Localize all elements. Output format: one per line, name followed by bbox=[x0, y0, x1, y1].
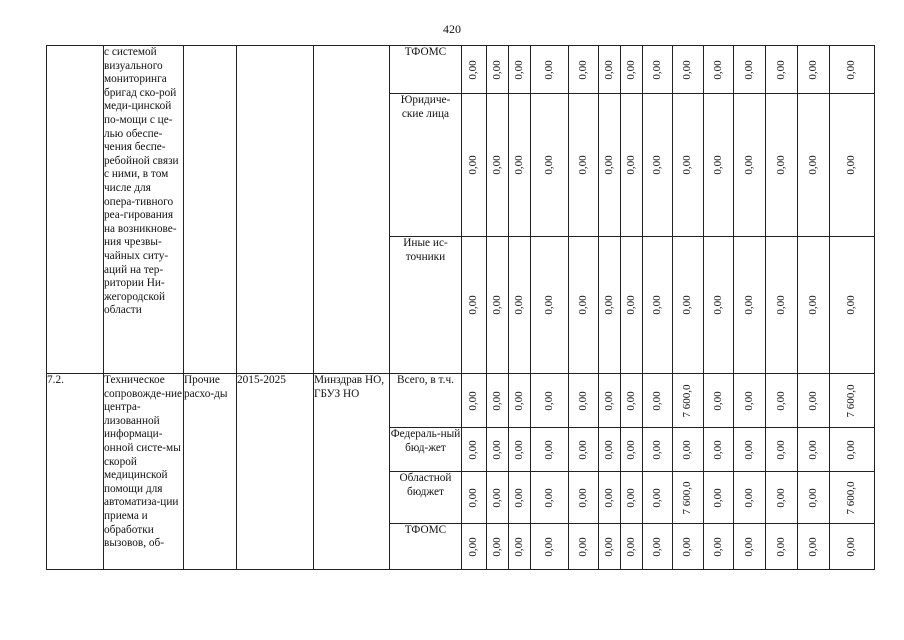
value-cell bbox=[462, 374, 487, 428]
value-text: 0,00 bbox=[490, 59, 503, 80]
value-text: 0,00 bbox=[542, 487, 555, 508]
value-cell bbox=[569, 94, 599, 237]
description-cell: с системой визуального мониторинга бригад ско-рой меди-цинской по-мощи с це-лью обеспе-чения беспе-ребойной связи с ними, в том числе для опера-тивного реа-гирования на возникнове-ния чрезвы-чайных ситу-аций на тер-ритории Ни-жегородской области bbox=[104, 46, 184, 374]
value-text: 0,00 bbox=[806, 536, 819, 557]
source-cell: Областной бюджет bbox=[390, 472, 462, 524]
value-text: 0,00 bbox=[490, 439, 503, 460]
value-cell bbox=[509, 524, 531, 570]
value-cell bbox=[531, 428, 569, 472]
page-number: 420 bbox=[443, 22, 461, 36]
value-text: 0,00 bbox=[742, 295, 755, 315]
value-cell bbox=[462, 237, 487, 374]
value-text: 0,00 bbox=[624, 439, 637, 460]
value-cell bbox=[621, 237, 643, 374]
value-cell bbox=[569, 524, 599, 570]
value-cell bbox=[734, 428, 766, 472]
value-text: 0,00 bbox=[742, 439, 755, 460]
value-cell bbox=[599, 428, 621, 472]
value-text: 0,00 bbox=[490, 295, 503, 315]
value-cell bbox=[462, 524, 487, 570]
value-text: 0,00 bbox=[806, 390, 819, 411]
value-text: 0,00 bbox=[806, 439, 819, 460]
value-text: 0,00 bbox=[542, 155, 555, 175]
value-cell bbox=[509, 94, 531, 237]
value-cell bbox=[643, 374, 673, 428]
value-text: 0,00 bbox=[467, 295, 480, 315]
value-cell bbox=[487, 524, 509, 570]
value-text: 0,00 bbox=[681, 295, 694, 315]
value-cell bbox=[673, 46, 704, 94]
value-cell bbox=[734, 237, 766, 374]
value-cell bbox=[830, 237, 875, 374]
value-text: 0,00 bbox=[467, 487, 480, 508]
value-text: 0,00 bbox=[650, 59, 663, 80]
value-cell bbox=[830, 472, 875, 524]
value-text: 0,00 bbox=[681, 439, 694, 460]
value-text: 0,00 bbox=[542, 536, 555, 557]
value-text: 0,00 bbox=[512, 155, 525, 175]
value-cell bbox=[621, 524, 643, 570]
value-cell bbox=[487, 374, 509, 428]
value-text: 0,00 bbox=[806, 59, 819, 80]
value-text: 0,00 bbox=[774, 390, 787, 411]
value-cell bbox=[798, 94, 830, 237]
value-text: 0,00 bbox=[774, 59, 787, 80]
value-text: 0,00 bbox=[542, 390, 555, 411]
value-text: 0,00 bbox=[602, 59, 615, 80]
value-cell bbox=[643, 46, 673, 94]
value-text: 0,00 bbox=[490, 155, 503, 175]
number-cell: 7.2. bbox=[47, 374, 104, 570]
value-text: 0,00 bbox=[774, 439, 787, 460]
value-cell bbox=[599, 94, 621, 237]
value-cell bbox=[531, 94, 569, 237]
value-text: 0,00 bbox=[467, 390, 480, 411]
value-cell bbox=[509, 428, 531, 472]
value-cell bbox=[487, 428, 509, 472]
value-text: 0,00 bbox=[774, 536, 787, 557]
value-cell bbox=[830, 524, 875, 570]
value-cell bbox=[734, 524, 766, 570]
value-text: 0,00 bbox=[624, 59, 637, 80]
value-cell bbox=[798, 46, 830, 94]
value-text: 0,00 bbox=[711, 155, 724, 175]
table-row bbox=[47, 374, 875, 428]
value-text: 0,00 bbox=[512, 439, 525, 460]
value-text: 0,00 bbox=[681, 155, 694, 175]
value-cell bbox=[734, 94, 766, 237]
value-text: 0,00 bbox=[576, 487, 589, 508]
value-text: 0,00 bbox=[576, 439, 589, 460]
value-text: 0,00 bbox=[542, 59, 555, 80]
value-cell bbox=[569, 472, 599, 524]
value-text: 7 600,0 bbox=[681, 481, 694, 514]
value-text: 0,00 bbox=[806, 487, 819, 508]
value-text: 0,00 bbox=[845, 295, 858, 315]
value-cell bbox=[766, 524, 798, 570]
period-cell bbox=[237, 46, 314, 374]
value-text: 0,00 bbox=[845, 155, 858, 175]
value-text: 0,00 bbox=[467, 155, 480, 175]
value-text: 0,00 bbox=[650, 155, 663, 175]
value-cell bbox=[734, 472, 766, 524]
value-cell bbox=[766, 46, 798, 94]
value-text: 0,00 bbox=[711, 295, 724, 315]
value-cell bbox=[704, 472, 734, 524]
value-text: 0,00 bbox=[576, 59, 589, 80]
value-text: 7 600,0 bbox=[845, 481, 858, 514]
value-cell bbox=[704, 374, 734, 428]
value-text: 0,00 bbox=[806, 155, 819, 175]
value-text: 7 600,0 bbox=[845, 384, 858, 417]
value-cell bbox=[643, 428, 673, 472]
value-text: 0,00 bbox=[512, 536, 525, 557]
value-text: 0,00 bbox=[542, 295, 555, 315]
value-text: 0,00 bbox=[742, 536, 755, 557]
value-cell bbox=[704, 46, 734, 94]
value-cell bbox=[569, 46, 599, 94]
value-text: 7 600,0 bbox=[681, 384, 694, 417]
value-cell bbox=[599, 374, 621, 428]
value-text: 0,00 bbox=[742, 390, 755, 411]
value-text: 0,00 bbox=[681, 59, 694, 80]
value-cell bbox=[643, 524, 673, 570]
value-text: 0,00 bbox=[467, 59, 480, 80]
description-cell: Техническое сопровожде-ние центра-лизованной информаци-онной систе-мы скорой медицинской помощи для автоматиза-ции приема и обработки вызовов, об- bbox=[104, 374, 184, 570]
value-text: 0,00 bbox=[806, 295, 819, 315]
value-text: 0,00 bbox=[467, 536, 480, 557]
value-cell bbox=[462, 94, 487, 237]
value-text: 0,00 bbox=[681, 536, 694, 557]
value-cell bbox=[509, 237, 531, 374]
value-text: 0,00 bbox=[602, 295, 615, 315]
source-cell: Всего, в т.ч. bbox=[390, 374, 462, 428]
source-cell: Федераль-ный бюд-жет bbox=[390, 428, 462, 472]
value-cell bbox=[766, 472, 798, 524]
budget-table bbox=[46, 45, 875, 570]
value-text: 0,00 bbox=[845, 59, 858, 80]
value-cell bbox=[487, 237, 509, 374]
value-cell bbox=[704, 94, 734, 237]
value-text: 0,00 bbox=[742, 59, 755, 80]
value-cell bbox=[766, 94, 798, 237]
value-text: 0,00 bbox=[711, 439, 724, 460]
value-text: 0,00 bbox=[624, 155, 637, 175]
expense-type-cell bbox=[184, 46, 237, 374]
value-text: 0,00 bbox=[711, 390, 724, 411]
value-text: 0,00 bbox=[576, 295, 589, 315]
value-cell bbox=[673, 472, 704, 524]
value-cell bbox=[798, 374, 830, 428]
value-cell bbox=[798, 237, 830, 374]
value-cell bbox=[673, 428, 704, 472]
value-cell bbox=[599, 46, 621, 94]
source-cell: ТФОМС bbox=[390, 46, 462, 94]
value-text: 0,00 bbox=[542, 439, 555, 460]
value-text: 0,00 bbox=[490, 390, 503, 411]
value-text: 0,00 bbox=[576, 155, 589, 175]
value-cell bbox=[569, 237, 599, 374]
value-text: 0,00 bbox=[650, 439, 663, 460]
value-text: 0,00 bbox=[490, 487, 503, 508]
value-cell bbox=[798, 472, 830, 524]
value-cell bbox=[531, 472, 569, 524]
value-cell bbox=[621, 374, 643, 428]
value-text: 0,00 bbox=[774, 487, 787, 508]
value-cell bbox=[830, 94, 875, 237]
value-cell bbox=[621, 46, 643, 94]
value-cell bbox=[509, 374, 531, 428]
value-cell bbox=[621, 94, 643, 237]
value-cell bbox=[531, 46, 569, 94]
value-cell bbox=[798, 524, 830, 570]
number-cell bbox=[47, 46, 104, 374]
value-text: 0,00 bbox=[624, 295, 637, 315]
value-cell bbox=[830, 46, 875, 94]
value-cell bbox=[531, 237, 569, 374]
value-cell bbox=[704, 237, 734, 374]
value-cell bbox=[487, 472, 509, 524]
value-cell bbox=[766, 237, 798, 374]
source-cell: ТФОМС bbox=[390, 524, 462, 570]
value-text: 0,00 bbox=[742, 487, 755, 508]
value-cell bbox=[531, 524, 569, 570]
value-text: 0,00 bbox=[602, 536, 615, 557]
value-cell bbox=[599, 237, 621, 374]
period-cell: 2015-2025 bbox=[237, 374, 314, 570]
source-cell: Юридиче-ские лица bbox=[390, 94, 462, 237]
value-text: 0,00 bbox=[512, 390, 525, 411]
executor-cell: Минздрав НО, ГБУЗ НО bbox=[314, 374, 390, 570]
value-text: 0,00 bbox=[650, 295, 663, 315]
value-text: 0,00 bbox=[602, 155, 615, 175]
value-text: 0,00 bbox=[602, 390, 615, 411]
value-text: 0,00 bbox=[512, 59, 525, 80]
value-text: 0,00 bbox=[576, 390, 589, 411]
value-cell bbox=[643, 472, 673, 524]
value-cell bbox=[673, 524, 704, 570]
value-text: 0,00 bbox=[602, 487, 615, 508]
value-cell bbox=[673, 94, 704, 237]
value-cell bbox=[798, 428, 830, 472]
value-text: 0,00 bbox=[650, 390, 663, 411]
value-cell bbox=[673, 374, 704, 428]
value-cell bbox=[509, 472, 531, 524]
value-cell bbox=[487, 94, 509, 237]
value-cell bbox=[462, 428, 487, 472]
value-text: 0,00 bbox=[650, 536, 663, 557]
value-cell bbox=[599, 524, 621, 570]
value-text: 0,00 bbox=[467, 439, 480, 460]
value-cell bbox=[673, 237, 704, 374]
value-cell bbox=[621, 428, 643, 472]
value-cell bbox=[509, 46, 531, 94]
value-cell bbox=[462, 46, 487, 94]
source-cell: Иные ис-точники bbox=[390, 237, 462, 374]
expense-type-cell: Прочие расхо-ды bbox=[184, 374, 237, 570]
value-cell bbox=[704, 524, 734, 570]
value-cell bbox=[621, 472, 643, 524]
value-text: 0,00 bbox=[774, 295, 787, 315]
value-text: 0,00 bbox=[742, 155, 755, 175]
value-cell bbox=[734, 374, 766, 428]
value-cell bbox=[643, 94, 673, 237]
value-text: 0,00 bbox=[845, 439, 858, 460]
value-cell bbox=[643, 237, 673, 374]
value-cell bbox=[569, 428, 599, 472]
value-text: 0,00 bbox=[624, 536, 637, 557]
value-text: 0,00 bbox=[845, 536, 858, 557]
value-cell bbox=[462, 472, 487, 524]
value-text: 0,00 bbox=[512, 295, 525, 315]
value-text: 0,00 bbox=[490, 536, 503, 557]
value-cell bbox=[766, 428, 798, 472]
value-cell bbox=[830, 374, 875, 428]
value-text: 0,00 bbox=[650, 487, 663, 508]
value-cell bbox=[830, 428, 875, 472]
value-text: 0,00 bbox=[576, 536, 589, 557]
value-text: 0,00 bbox=[774, 155, 787, 175]
value-text: 0,00 bbox=[602, 439, 615, 460]
value-text: 0,00 bbox=[512, 487, 525, 508]
value-cell bbox=[531, 374, 569, 428]
value-cell bbox=[487, 46, 509, 94]
value-cell bbox=[766, 374, 798, 428]
value-text: 0,00 bbox=[711, 487, 724, 508]
value-cell bbox=[599, 472, 621, 524]
value-cell bbox=[704, 428, 734, 472]
table-row bbox=[47, 46, 875, 94]
value-text: 0,00 bbox=[711, 536, 724, 557]
value-cell bbox=[569, 374, 599, 428]
value-text: 0,00 bbox=[624, 390, 637, 411]
value-text: 0,00 bbox=[711, 59, 724, 80]
executor-cell bbox=[314, 46, 390, 374]
value-text: 0,00 bbox=[624, 487, 637, 508]
value-cell bbox=[734, 46, 766, 94]
